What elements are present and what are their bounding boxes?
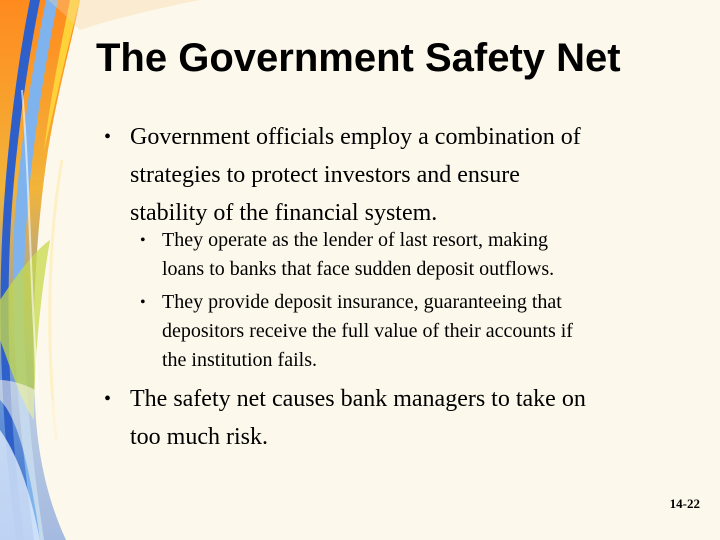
bullet-line: The safety net causes bank managers to take on [130,386,586,412]
slide-title: The Government Safety Net [96,36,621,80]
sub-bullet-line: They operate as the lender of last resort, making [162,229,548,251]
bullet-line: strategies to protect investors and ensure [130,162,520,188]
bullet-line: stability of the financial system. [130,200,438,226]
sub-bullet-line: They provide deposit insurance, guaranteeing that [162,291,562,313]
sub-bullet-line: the institution fails. [162,349,317,371]
bullet-line: Government officials employ a combination of [130,124,581,150]
sub-bullet-marker: • [140,294,146,311]
sub-bullet-line: depositors receive the full value of their accounts if [162,320,573,342]
bullet-marker: • [104,388,112,410]
bullet-line: too much risk. [130,424,268,450]
bullet-marker: • [104,126,112,148]
sub-bullet-line: loans to banks that face sudden deposit outflows. [162,258,555,280]
slide-number: 14-22 [669,496,700,511]
sub-bullet-marker: • [140,232,146,249]
